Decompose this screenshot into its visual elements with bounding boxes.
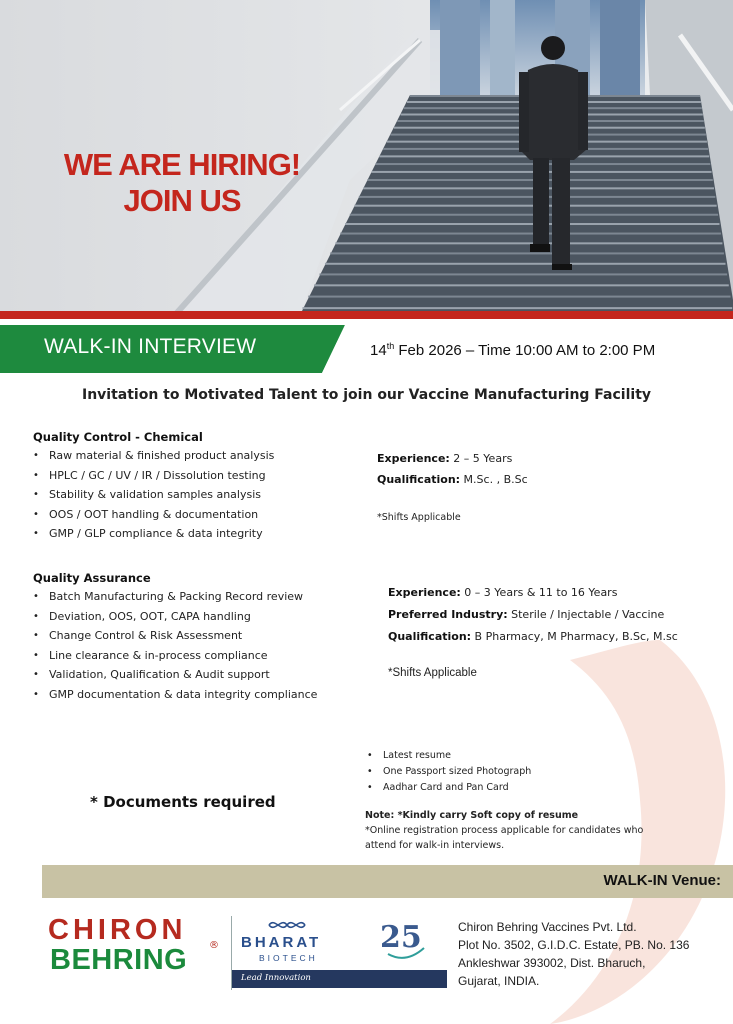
- qc-duties-list: [33, 446, 274, 544]
- qc-qualification: [377, 473, 528, 486]
- address-line: Chiron Behring Vaccines Pvt. Ltd.: [458, 920, 637, 934]
- qa-duties-list: [33, 587, 317, 704]
- behring-logo-text: BEHRING: [50, 944, 188, 976]
- chiron-logo-text: CHIRON: [48, 914, 187, 946]
- invitation-heading: Invitation to Motivated Talent to join our Vaccine Manufacturing Facility: [81, 387, 652, 403]
- qc-qualification-label: Qualification:: [377, 473, 461, 486]
- biotech-logo-text: BIOTECH: [259, 953, 318, 963]
- list-item: • Batch Manufacturing & Packing Record review: [33, 587, 317, 607]
- note-line-1: Note: *Kindly carry Soft copy of resume: [365, 810, 579, 821]
- address-line: Plot No. 3502, G.I.D.C. Estate, PB. No. 136: [458, 938, 690, 952]
- list-item: • Aadhar Card and Pan Card: [367, 780, 531, 796]
- walk-in-interview-label: WALK-IN INTERVIEW: [44, 335, 257, 358]
- stair-step: [308, 296, 730, 298]
- bharat-biotech-emblem-icon: [267, 917, 307, 933]
- list-item: • Latest resume: [367, 748, 531, 764]
- qc-shifts-note: *Shifts Applicable: [377, 512, 461, 523]
- headline-line-2: JOIN US: [123, 183, 241, 218]
- list-item: • Validation, Qualification & Audit support: [33, 665, 317, 685]
- note-line-3: attend for walk-in interviews.: [365, 840, 505, 851]
- hero-banner: [0, 0, 733, 315]
- hiring-headline: [52, 147, 312, 219]
- tagline-text: Lead Innovation: [241, 973, 311, 983]
- stair-step: [320, 273, 728, 275]
- qa-section-title: Quality Assurance: [33, 571, 151, 585]
- documents-list: [367, 748, 531, 796]
- list-item: • GMP documentation & data integrity compliance: [33, 685, 317, 705]
- stair-step: [330, 252, 724, 254]
- stair-step: [340, 233, 721, 235]
- date-day: 14: [370, 342, 387, 359]
- list-item: • One Passport sized Photograph: [367, 764, 531, 780]
- stair-step: [325, 263, 726, 265]
- qc-experience-value: 2 – 5 Years: [449, 452, 513, 465]
- list-item: • Stability & validation samples analysis: [33, 485, 274, 505]
- qa-industry-label: Preferred Industry:: [388, 608, 508, 621]
- address-line: Gujarat, INDIA.: [458, 974, 540, 988]
- list-item: • GMP / GLP compliance & data integrity: [33, 524, 274, 544]
- list-item: • HPLC / GC / UV / IR / Dissolution testing: [33, 466, 274, 486]
- qc-section-title: Quality Control - Chemical: [33, 430, 203, 444]
- interview-date-time: [370, 341, 655, 359]
- walk-in-venue-label: WALK-IN Venue:: [603, 872, 721, 889]
- qa-experience: [388, 586, 617, 599]
- qa-industry-value: Sterile / Injectable / Vaccine: [507, 608, 665, 621]
- list-item: • OOS / OOT handling & documentation: [33, 505, 274, 525]
- stair-step: [335, 242, 722, 244]
- stair-step: [314, 284, 729, 286]
- registration-note: [365, 808, 643, 853]
- bharat-logo-text: BHARAT: [241, 934, 322, 951]
- list-item: • Deviation, OOS, OOT, CAPA handling: [33, 607, 317, 627]
- note-line-2: *Online registration process applicable for candidates who: [365, 825, 644, 836]
- qa-qualification: [388, 630, 678, 643]
- qa-qualification-label: Qualification:: [388, 630, 472, 643]
- stair-step: [302, 307, 732, 309]
- qa-qualification-value: B Pharmacy, M Pharmacy, B.Sc, M.sc: [471, 630, 678, 643]
- date-suffix: th: [386, 341, 395, 351]
- venue-bar: [42, 865, 733, 898]
- list-item: • Change Control & Risk Assessment: [33, 626, 317, 646]
- headline-line-1: WE ARE HIRING!: [63, 147, 301, 182]
- qa-shifts-note: *Shifts Applicable: [388, 667, 477, 679]
- qa-preferred-industry: [388, 608, 664, 621]
- documents-required-title: * Documents required: [90, 793, 276, 811]
- date-rest: Feb 2026 – Time 10:00 AM to 2:00 PM: [394, 342, 656, 359]
- qa-experience-label: Experience:: [388, 586, 461, 599]
- qc-qualification-value: M.Sc. , B.Sc: [460, 473, 528, 486]
- stair-step: [345, 223, 719, 225]
- anniversary-arc-icon: [384, 920, 428, 960]
- address-line: Ankleshwar 393002, Dist. Bharuch,: [458, 956, 646, 970]
- venue-address: [458, 918, 689, 990]
- registered-mark: ®: [209, 940, 219, 951]
- list-item: • Line clearance & in-process compliance: [33, 646, 317, 666]
- list-item: • Raw material & finished product analysis: [33, 446, 274, 466]
- qc-experience-label: Experience:: [377, 452, 450, 465]
- qc-experience: [377, 452, 512, 465]
- anniversary-25-logo: 25: [380, 920, 422, 955]
- qa-experience-value: 0 – 3 Years & 11 to 16 Years: [460, 586, 618, 599]
